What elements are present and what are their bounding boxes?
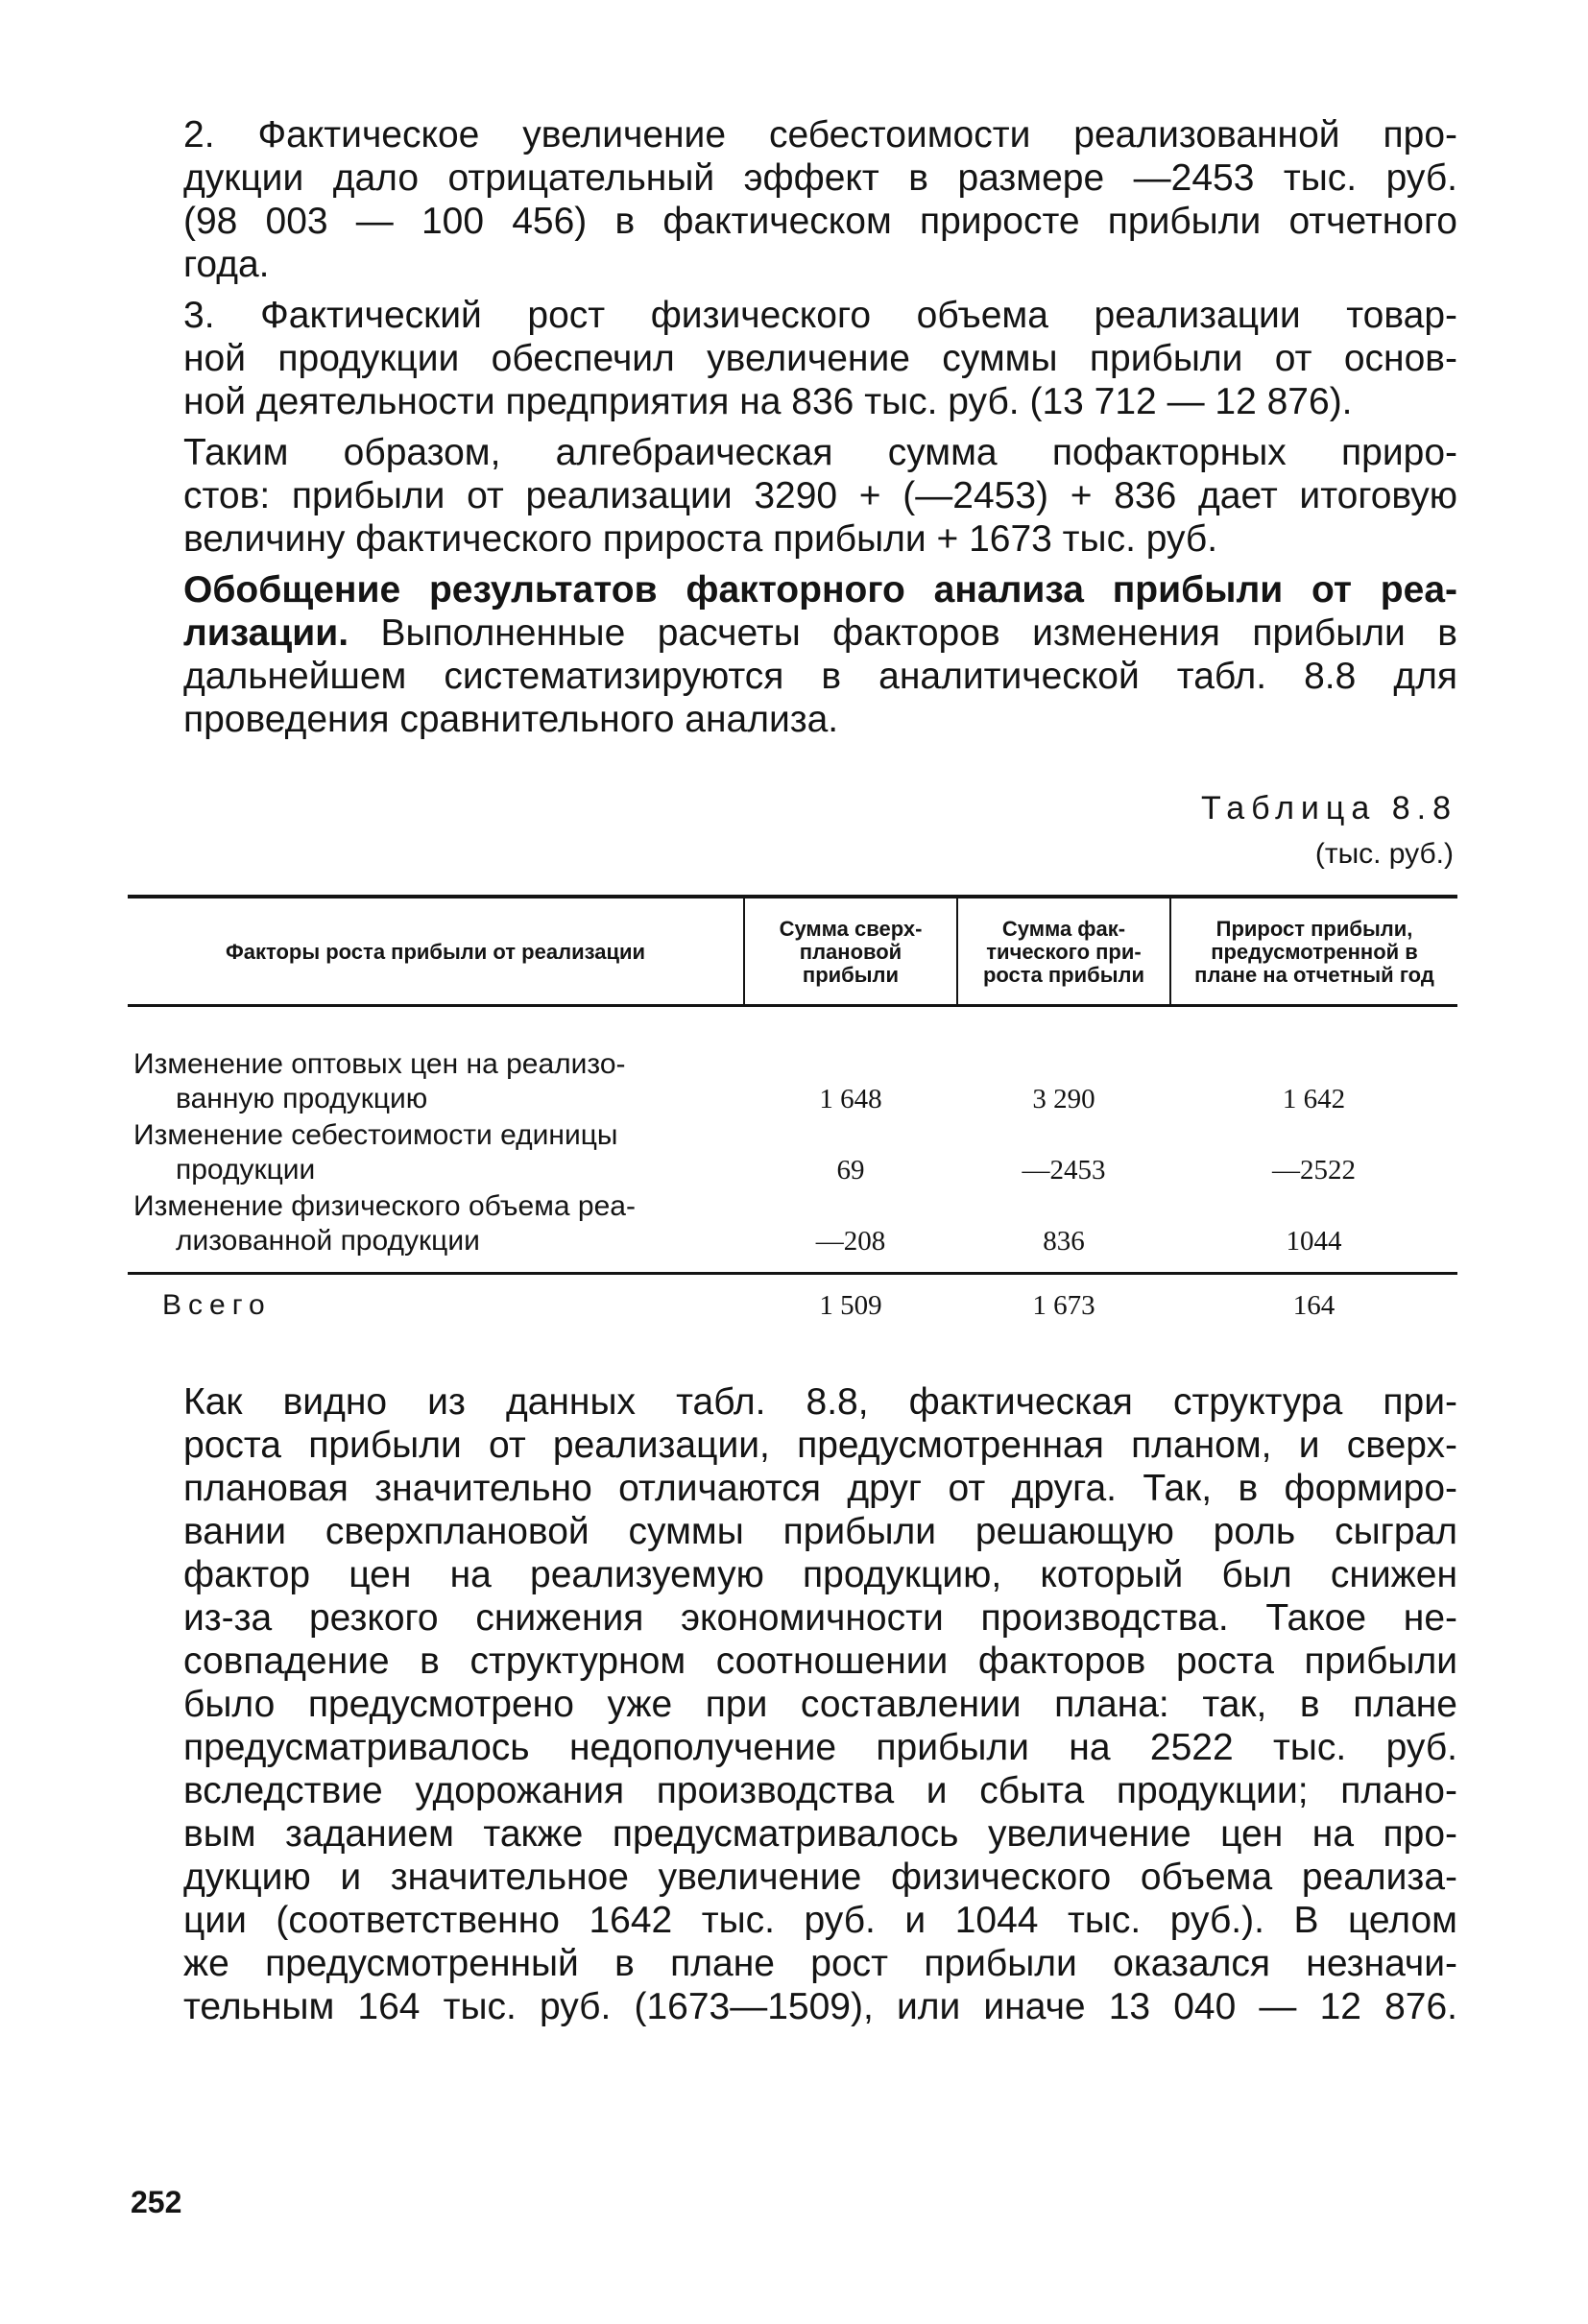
page-number: 252 [131,2185,182,2219]
text-line: стов: прибыли от реализации 3290 + (—2453) + 836 дает итоговую [183,475,1457,516]
text-line: роста прибыли от реализации, предусмотренная планом, и сверх- [183,1425,1457,1466]
table-row [128,1189,1457,1274]
cell-planned: 1 642 [1282,1084,1346,1114]
row-label: Изменение оптовых цен на реализо- ванную продукцию [133,1048,626,1114]
text-line: Таким образом, алгебраическая сумма пофакторных приро- [183,432,1457,473]
section-heading-line: лизации. [183,612,349,654]
text-line: ной деятельности предприятия на 836 тыс. руб. (13 712 — 12 876). [183,381,1353,422]
text-line: из-за резкого снижения экономичности производства. Такое не- [183,1597,1457,1639]
text-line: вследствие удорожания производства и сбыта продукции; плано- [183,1770,1457,1811]
total-overplan: 1 509 [819,1290,882,1321]
text-line: фактор цен на реализуемую продукцию, который был снижен [183,1554,1457,1595]
row-label: Изменение физического объема реа- лизованной продукции [133,1190,636,1257]
paragraph-generalization [128,568,1457,741]
cell-actual: 3 290 [1032,1084,1095,1114]
table-units: (тыс. руб.) [1314,838,1454,870]
column-header-factors: Факторы роста прибыли от реализации [225,940,646,964]
column-header-overplan: Сумма сверх-плановой прибыли [744,897,957,1006]
text-line: совпадение в структурном соотношении факторов роста прибыли [183,1641,1457,1682]
text-line: 2. Фактическое увеличение себестоимости реализованной про- [183,114,1457,156]
text-line: же предусмотренный в плане рост прибыли оказался незначи- [183,1943,1457,1984]
text-line: величину фактического прироста прибыли + 1673 тыс. руб. [183,518,1218,560]
paragraph-item-3 [128,294,1457,423]
table-header-row [128,897,1457,1006]
text-line: было предусмотрено уже при составлении плана: так, в плане [183,1684,1457,1725]
text-line: проведения сравнительного анализа. [183,699,839,740]
row-label: Изменение себестоимости единицы продукции [133,1119,618,1186]
text-line: тельным 164 тыс. руб. (1673—1509), или иначе 13 040 — 12 876. [183,1986,1457,2027]
total-label: Всего [162,1289,272,1321]
profit-factors-table [128,895,1457,1323]
cell-overplan: 69 [836,1155,865,1186]
cell-overplan: 1 648 [819,1084,882,1114]
cell-planned: —2522 [1272,1155,1356,1186]
text-line: (98 003 — 100 456) в фактическом приросте прибыли отчетного [183,201,1457,242]
text-line: вании сверхплановой суммы прибыли решающую роль сыграл [183,1511,1457,1552]
total-planned: 164 [1292,1290,1335,1321]
text-line: плановая значительно отличаются друг от друга. Так, в формиро- [183,1468,1457,1509]
table-row [128,1118,1457,1189]
text-line: 3. Фактический рост физического объема реализации товар- [183,295,1457,336]
column-header-planned: Прирост прибыли, предусмотренной в плане на отчетный год [1170,897,1457,1006]
cell-actual: —2453 [1022,1155,1106,1186]
paragraph-analysis [128,1380,1457,2028]
text-line: ной продукции обеспечил увеличение суммы прибыли от основ- [183,338,1457,379]
text-line: предусматривалось недополучение прибыли на 2522 тыс. руб. [183,1727,1457,1768]
table-total-row [128,1274,1457,1324]
cell-overplan: —208 [815,1226,886,1257]
text-line: года. [183,244,270,285]
text-line: дукции дало отрицательный эффект в размере —2453 тыс. руб. [183,157,1457,199]
table-caption: Таблица 8.8 [1200,790,1457,827]
total-actual: 1 673 [1032,1290,1095,1321]
text-line: дукцию и значительное увеличение физического объема реализа- [183,1857,1457,1898]
paragraph-summary [128,431,1457,561]
paragraph-item-2 [128,113,1457,286]
text-line: Как видно из данных табл. 8.8, фактическая структура при- [183,1381,1457,1423]
column-header-actual: Сумма фак-тического при-роста прибыли [957,897,1170,1006]
cell-planned: 1044 [1286,1226,1342,1257]
text-line: ции (соответственно 1642 тыс. руб. и 1044 тыс. руб.). В целом [183,1900,1457,1941]
table-row [128,1006,1457,1119]
text-line: дальнейшем систематизируются в аналитической табл. 8.8 для [183,656,1457,697]
page-content [128,113,1457,2028]
cell-actual: 836 [1043,1226,1085,1257]
text-line: вым заданием также предусматривалось увеличение цен на про- [183,1813,1457,1855]
text-run: Выполненные расчеты факторов изменения прибыли в [380,612,1457,654]
section-heading-line: Обобщение результатов факторного анализа прибыли от реа- [183,569,1457,611]
